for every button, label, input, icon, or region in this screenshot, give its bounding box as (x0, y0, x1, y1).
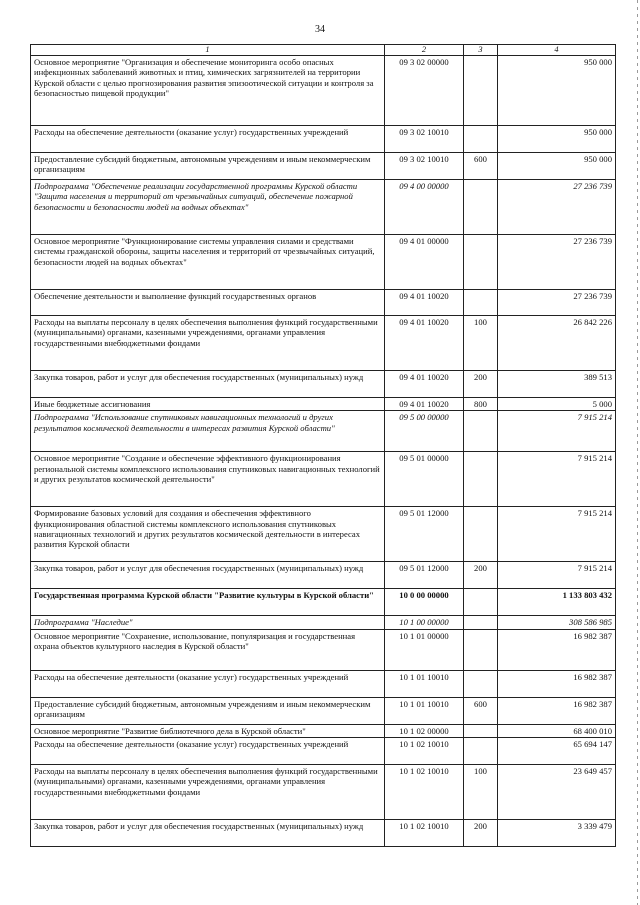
row-name: Расходы на выплаты персоналу в целях обеспечения выполнения функций государственными (муниципальными) органами, казенными учреждениями, органами управления государственными внебюджетными фондами (31, 765, 385, 820)
row-code: 09 3 02 00000 (385, 56, 464, 126)
row-name: Основное мероприятие "Организация и обеспечение мониторинга особо опасных инфекционных заболеваний животных и птиц, химических загрязнителей на территории Курской области с целью прогнозирования развития эпизоотической ситуации и контроля за безопасностью пищевой продукции" (31, 56, 385, 126)
row-expense-type: 800 (464, 398, 498, 411)
header-col-1: 1 (31, 45, 385, 56)
table-row (31, 290, 616, 316)
row-name: Государственная программа Курской области "Развитие культуры в Курской области" (31, 589, 385, 616)
row-code: 09 5 01 00000 (385, 452, 464, 507)
row-code: 09 4 01 10020 (385, 398, 464, 411)
row-amount: 16 982 387 (498, 629, 616, 670)
row-amount: 5 000 (498, 398, 616, 411)
row-code: 09 3 02 10010 (385, 153, 464, 180)
row-amount: 308 586 985 (498, 616, 616, 629)
row-expense-type (464, 290, 498, 316)
row-code: 09 3 02 10010 (385, 126, 464, 153)
row-code: 09 4 01 10020 (385, 316, 464, 371)
row-amount: 7 915 214 (498, 562, 616, 589)
row-code: 10 1 01 10010 (385, 670, 464, 697)
page-edge-line (637, 0, 638, 905)
table-row (31, 56, 616, 126)
row-expense-type: 200 (464, 562, 498, 589)
row-code: 10 1 00 00000 (385, 616, 464, 629)
row-amount: 950 000 (498, 126, 616, 153)
row-name: Подпрограмма "Наследие" (31, 616, 385, 629)
row-name: Закупка товаров, работ и услуг для обеспечения государственных (муниципальных) нужд (31, 371, 385, 398)
row-code: 10 1 02 10010 (385, 765, 464, 820)
row-name: Предоставление субсидий бюджетным, автономным учреждениям и иным некоммерческим организациям (31, 153, 385, 180)
budget-table (30, 44, 616, 847)
row-name: Закупка товаров, работ и услуг для обеспечения государственных (муниципальных) нужд (31, 820, 385, 847)
table-row (31, 670, 616, 697)
table-row (31, 371, 616, 398)
table-header-row (31, 45, 616, 56)
row-expense-type: 600 (464, 697, 498, 724)
header-col-4: 4 (498, 45, 616, 56)
table-row (31, 820, 616, 847)
table-row (31, 765, 616, 820)
row-name: Расходы на обеспечение деятельности (оказание услуг) государственных учреждений (31, 670, 385, 697)
row-name: Формирование базовых условий для создания и обеспечения эффективного функционирования областной системы комплексного использования спутниковых навигационных технологий и других результатов космической деятельности в интересах развития Курской области (31, 507, 385, 562)
row-expense-type (464, 738, 498, 765)
row-name: Основное мероприятие "Сохранение, использование, популяризация и государственная охрана объектов культурного наследия в Курской области" (31, 629, 385, 670)
table-row (31, 180, 616, 235)
row-code: 10 1 02 10010 (385, 738, 464, 765)
row-expense-type: 600 (464, 153, 498, 180)
row-amount: 7 915 214 (498, 507, 616, 562)
row-expense-type (464, 724, 498, 737)
row-name: Подпрограмма "Обеспечение реализации государственной программы Курской области "Защита населения и территорий от чрезвычайных ситуаций, обеспечение пожарной безопасности и безопасности людей на водных объектах" (31, 180, 385, 235)
table-row (31, 562, 616, 589)
row-expense-type (464, 235, 498, 290)
row-expense-type (464, 589, 498, 616)
row-amount: 27 236 739 (498, 235, 616, 290)
table-row (31, 398, 616, 411)
row-expense-type (464, 507, 498, 562)
row-code: 09 4 01 10020 (385, 371, 464, 398)
row-amount: 65 694 147 (498, 738, 616, 765)
row-amount: 27 236 739 (498, 180, 616, 235)
row-name: Обеспечение деятельности и выполнение функций государственных органов (31, 290, 385, 316)
row-expense-type (464, 629, 498, 670)
row-amount: 27 236 739 (498, 290, 616, 316)
row-amount: 16 982 387 (498, 670, 616, 697)
row-amount: 1 133 803 432 (498, 589, 616, 616)
row-expense-type (464, 411, 498, 452)
header-col-3: 3 (464, 45, 498, 56)
row-name: Расходы на обеспечение деятельности (оказание услуг) государственных учреждений (31, 738, 385, 765)
row-code: 09 4 01 10020 (385, 290, 464, 316)
table-row (31, 507, 616, 562)
row-amount: 16 982 387 (498, 697, 616, 724)
row-expense-type (464, 56, 498, 126)
row-expense-type: 100 (464, 316, 498, 371)
table-row (31, 153, 616, 180)
row-code: 10 0 00 00000 (385, 589, 464, 616)
row-name: Расходы на выплаты персоналу в целях обеспечения выполнения функций государственными (муниципальными) органами, казенными учреждениями, органами управления государственными внебюджетными фондами (31, 316, 385, 371)
row-name: Основное мероприятие "Функционирование системы управления силами и средствами системы гражданской обороны, защиты населения и территорий от чрезвычайных ситуаций, безопасности людей на водных объектах" (31, 235, 385, 290)
row-code: 10 1 02 00000 (385, 724, 464, 737)
row-name: Расходы на обеспечение деятельности (оказание услуг) государственных учреждений (31, 126, 385, 153)
row-name: Основное мероприятие "Развитие библиотечного дела в Курской области" (31, 724, 385, 737)
row-code: 10 1 01 00000 (385, 629, 464, 670)
table-row (31, 589, 616, 616)
row-amount: 389 513 (498, 371, 616, 398)
row-expense-type: 100 (464, 765, 498, 820)
table-row (31, 616, 616, 629)
table-row (31, 452, 616, 507)
row-expense-type (464, 180, 498, 235)
table-row (31, 411, 616, 452)
row-expense-type (464, 670, 498, 697)
table-row (31, 126, 616, 153)
table-row (31, 738, 616, 765)
header-col-2: 2 (385, 45, 464, 56)
row-expense-type (464, 452, 498, 507)
row-name: Иные бюджетные ассигнования (31, 398, 385, 411)
row-name: Основное мероприятие "Создание и обеспечение эффективного функционирования региональной системы комплексного использования спутниковых навигационных технологий и других результатов космической деятельности" (31, 452, 385, 507)
row-name: Закупка товаров, работ и услуг для обеспечения государственных (муниципальных) нужд (31, 562, 385, 589)
row-amount: 26 842 226 (498, 316, 616, 371)
table-row (31, 629, 616, 670)
row-code: 09 5 01 12000 (385, 507, 464, 562)
row-expense-type (464, 616, 498, 629)
row-code: 09 5 01 12000 (385, 562, 464, 589)
row-code: 10 1 01 10010 (385, 697, 464, 724)
row-expense-type: 200 (464, 371, 498, 398)
table-row (31, 235, 616, 290)
row-amount: 950 000 (498, 153, 616, 180)
row-amount: 950 000 (498, 56, 616, 126)
table-row (31, 316, 616, 371)
row-amount: 7 915 214 (498, 452, 616, 507)
row-code: 09 4 01 00000 (385, 235, 464, 290)
row-name: Подпрограмма "Использование спутниковых навигационных технологий и других результатов космической деятельности в интересах развития Курской области" (31, 411, 385, 452)
page-number: 34 (315, 24, 325, 35)
row-amount: 68 400 010 (498, 724, 616, 737)
row-code: 09 5 00 00000 (385, 411, 464, 452)
row-expense-type: 200 (464, 820, 498, 847)
table-row (31, 724, 616, 737)
row-code: 09 4 00 00000 (385, 180, 464, 235)
table-row (31, 697, 616, 724)
row-amount: 7 915 214 (498, 411, 616, 452)
row-expense-type (464, 126, 498, 153)
row-name: Предоставление субсидий бюджетным, автономным учреждениям и иным некоммерческим организациям (31, 697, 385, 724)
row-amount: 23 649 457 (498, 765, 616, 820)
row-amount: 3 339 479 (498, 820, 616, 847)
row-code: 10 1 02 10010 (385, 820, 464, 847)
